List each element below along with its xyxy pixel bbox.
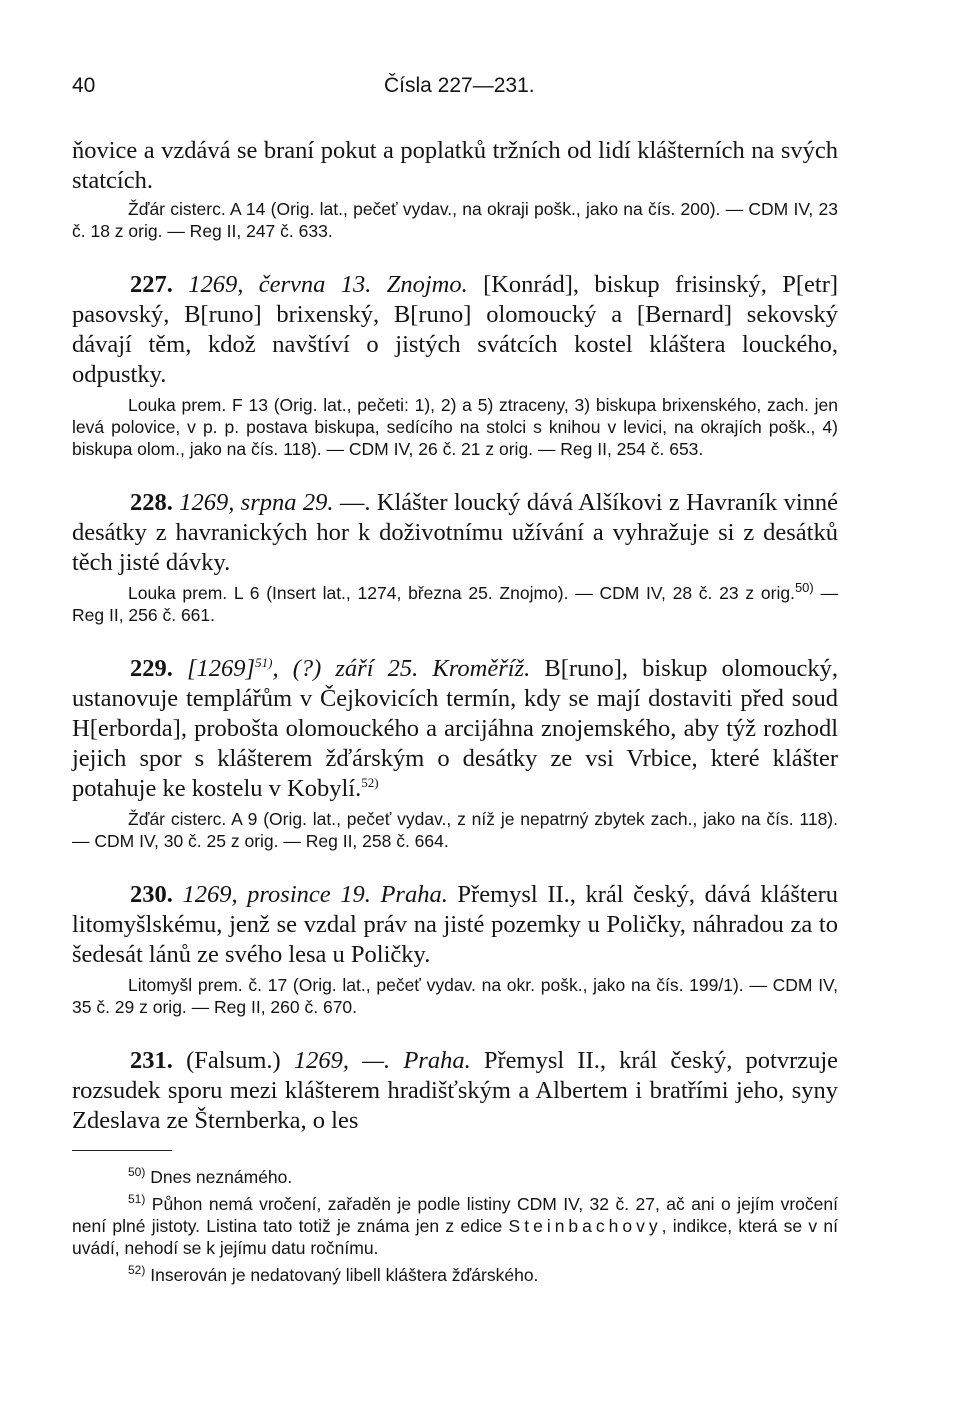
entry-228 — [72, 488, 838, 578]
entry-place: Praha. — [380, 881, 448, 908]
document-page — [72, 66, 838, 1285]
continuation-text: ňovice a vzdává se braní pokut a poplatků tržních od lidí klášterních na svých statcích. — [72, 137, 838, 194]
entry-place: —. — [339, 489, 371, 516]
entry-date: 1269, prosince 19. — [182, 881, 371, 908]
entry-text: Klášter loucký dává Alšíkovi z Havraník vinné desátky z havranických hor k doživotnímu užívání a vyhražuje si z desátků těch jisté dávky. — [72, 489, 839, 576]
running-head: Čísla 227—231. — [384, 74, 535, 97]
footnote-mark: 51) — [128, 1191, 146, 1206]
footnote-text: , indikce, která se v ní uvádí, nehodí se k jejímu datu ročnímu. — [72, 1215, 838, 1258]
footnote-mark: 52) — [128, 1262, 146, 1277]
entry-number: 229. — [130, 655, 173, 682]
entry-text: Přemysl II., král český, potvrzuje rozsudek sporu mezi klášterem hradišťským a Albertem i bratřími jeho, syny Zdeslava ze Šternberka, o les — [72, 1047, 839, 1134]
entry-text: [Konrád], biskup frisinský, P[etr] pasovský, B[runo] brixenský, B[runo] olomoucký a [Bernard] sekovský dávají těm, kdož navštíví o jistých svátcích kostel kláštera louckého, odpustky. — [72, 271, 839, 388]
entry-date: 1269, srpna 29. — [179, 489, 334, 516]
footnote-ref: 52) — [361, 774, 379, 790]
entry-228-source — [72, 582, 838, 626]
entry-place: Znojmo. — [386, 271, 468, 298]
footnote-ref: 51) — [255, 654, 273, 670]
continuation-source: Žďár cisterc. A 14 (Orig. lat., pečeť vydav., na okraji pošk., jako na čís. 200). — CDM IV, 23 č. 18 z orig. — Reg II, 247 č. 633. — [72, 199, 838, 241]
footnote-separator — [72, 1150, 172, 1151]
footnote-51 — [72, 1188, 838, 1259]
entry-text: Přemysl II., král český, dává klášteru litomyšlskému, jenž se vzdal práv na jisté pozemky u Poličky, náhradou za to šedesát lánů ze svého lesa u Poličky. — [72, 881, 839, 968]
entry-prefix: (Falsum.) — [186, 1047, 281, 1074]
entry-date-day: , (?) září 25. — [272, 655, 419, 682]
entry-230 — [72, 880, 838, 970]
entry-227 — [72, 270, 838, 390]
footnote-spaced-name: Steinbachovy — [508, 1215, 662, 1236]
footnote-ref: 50) — [794, 580, 814, 596]
entry-229 — [72, 654, 838, 804]
footnote-mark: 50) — [128, 1165, 146, 1179]
page-header — [72, 66, 838, 106]
source-text: — Reg II, 256 č. 661. — [72, 583, 838, 625]
entry-date — [187, 655, 418, 682]
footnote-52 — [72, 1259, 838, 1286]
footnote-text: Dnes neznámého. — [150, 1166, 293, 1187]
entry-number: 228. — [130, 489, 173, 516]
entry-date-year: [1269] — [187, 655, 256, 682]
entry-text: B[runo], biskup olomoucký, ustanovuje templářům v Čejkovicích termín, kdy se mají dostaviti před soud H[erborda], proboštа olomouckého a arcijáhna znojemského, aby týž rozhodl jejich spor s klášterem žďárským o desátky ze vsi Vrbice, které klášter potahuje ke kostelu v Kobylí. — [72, 655, 839, 802]
entry-number: 227. — [130, 271, 173, 298]
entry-231 — [72, 1046, 838, 1136]
entry-date: 1269, června 13. — [188, 271, 372, 298]
page-number: 40 — [72, 74, 96, 97]
entry-date: 1269, —. — [293, 1047, 391, 1074]
entry-227-source: Louka prem. F 13 (Orig. lat., pečeti: 1), 2) a 5) ztraceny, 3) biskupa brixenského, zach. jen levá polovice, v p. p. postava biskupa, sedícího na stolci s knihou v levici, na okrajích pošk., 4) biskupa olom., jako na čís. 118). — CDM IV, 26 č. 21 z orig. — Reg II, 254 č. 653. — [72, 395, 838, 459]
entry-place: Praha. — [403, 1047, 471, 1074]
footnote-text: Inserován je nedatovaný libell kláštera žďárského. — [150, 1264, 539, 1285]
entry-place: Kroměříž. — [432, 655, 531, 682]
entry-number: 230. — [130, 881, 173, 908]
source-text: Louka prem. L 6 (Insert lat., 1274, března 25. Znojmo). — CDM IV, 28 č. 23 z orig. — [128, 583, 795, 603]
entry-229-source: Žďár cisterc. A 9 (Orig. lat., pečeť vydav., z níž je nepatrný zbytek zach., jako na čís. 118). — CDM IV, 30 č. 25 z orig. — Reg II, 258 č. 664. — [72, 809, 838, 851]
entry-number: 231. — [130, 1047, 173, 1074]
footnote-50 — [72, 1161, 838, 1188]
footnote-text: Půhon nemá vročení, zařaděn je podle listiny CDM IV, 32 č. 27, ač ani o jejím vročení není plné jistoty. Listina tato totiž je známa jen z edice — [72, 1193, 838, 1236]
entry-230-source: Litomyšl prem. č. 17 (Orig. lat., pečeť vydav. na okr. pošk., jako na čís. 199/1). — CDM IV, 35 č. 29 z orig. — Reg II, 260 č. 670. — [72, 975, 838, 1017]
